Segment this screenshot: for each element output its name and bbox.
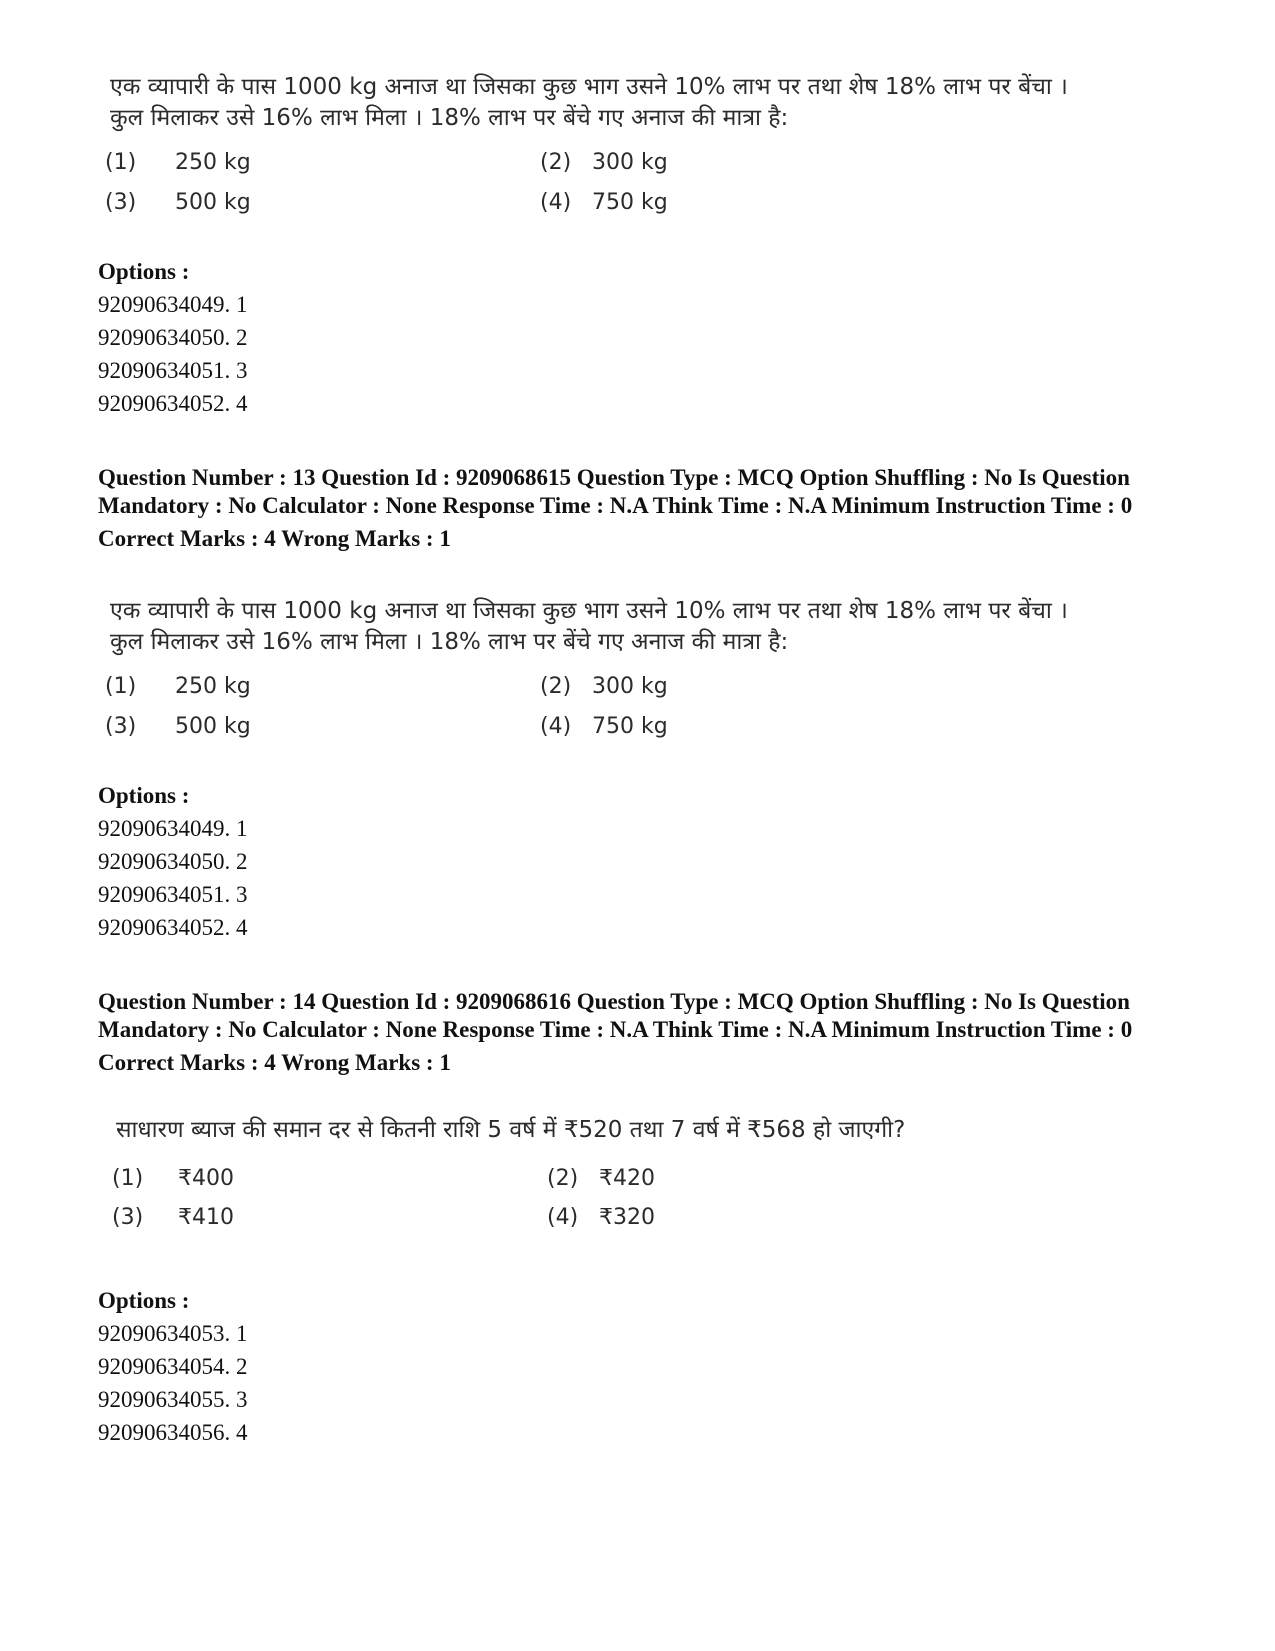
choice-1 — [105, 672, 251, 702]
choice-text: 500 kg — [175, 190, 251, 215]
question-meta: Question Number : 13 Question Id : 9209068615 Question Type : MCQ Option Shuffling : No Is Question Mandatory : No Calculator : None Response Time : N.A Think Time : N.A Minimum Instruction Time : 0 — [98, 465, 1133, 518]
question-header — [98, 464, 1198, 553]
options-label: Options : — [98, 259, 190, 284]
option-item: 92090634055. 3 — [98, 1387, 248, 1412]
option-item: 92090634053. 1 — [98, 1321, 248, 1346]
question-text: एक व्यापारी के पास 1000 kg अनाज था जिसका कुछ भाग उसने 10% लाभ पर तथा शेष 18% लाभ पर बेंचा । कुल मिलाकर उसे 16% लाभ मिला । 18% लाभ पर बेंचे गए अनाज की मात्रा है: — [110, 598, 1068, 655]
options-list — [98, 779, 248, 944]
marks-line: Correct Marks : 4 Wrong Marks : 1 — [98, 1050, 451, 1075]
choice-number: (2) — [540, 150, 572, 175]
option-item: 92090634049. 1 — [98, 292, 248, 317]
marks-line: Correct Marks : 4 Wrong Marks : 1 — [98, 526, 451, 551]
choice-text: 750 kg — [592, 714, 668, 739]
choice-text: 500 kg — [175, 714, 251, 739]
choice-1 — [112, 1164, 234, 1194]
question-header — [98, 988, 1198, 1077]
choice-number: (1) — [105, 150, 137, 175]
choice-4 — [547, 1203, 655, 1233]
choice-text: ₹320 — [599, 1205, 655, 1230]
options-list — [98, 1284, 248, 1449]
answer-choices — [100, 672, 1080, 762]
choice-1 — [105, 148, 251, 178]
question-text: साधारण ब्याज की समान दर से कितनी राशि 5 वर्ष में ₹520 तथा 7 वर्ष में ₹568 हो जाएगी? — [116, 1117, 906, 1143]
choice-2 — [540, 148, 668, 178]
choice-text: 250 kg — [175, 674, 251, 699]
choice-4 — [540, 188, 668, 218]
choice-text: ₹410 — [178, 1205, 234, 1230]
options-label: Options : — [98, 1288, 190, 1313]
choice-3 — [105, 712, 251, 742]
option-item: 92090634054. 2 — [98, 1354, 248, 1379]
choice-number: (4) — [540, 714, 572, 739]
options-list — [98, 255, 248, 420]
choice-number: (2) — [540, 674, 572, 699]
choice-2 — [540, 672, 668, 702]
answer-choices — [100, 148, 1080, 238]
choice-number: (3) — [105, 714, 137, 739]
choice-text: 300 kg — [592, 674, 668, 699]
choice-4 — [540, 712, 668, 742]
question-text: एक व्यापारी के पास 1000 kg अनाज था जिसका कुछ भाग उसने 10% लाभ पर तथा शेष 18% लाभ पर बेंचा । कुल मिलाकर उसे 16% लाभ मिला । 18% लाभ पर बेंचे गए अनाज की मात्रा है: — [110, 74, 1068, 131]
choice-3 — [112, 1203, 234, 1233]
choice-2 — [547, 1164, 655, 1194]
question-image — [100, 596, 1080, 762]
option-item: 92090634052. 4 — [98, 915, 248, 940]
option-item: 92090634050. 2 — [98, 849, 248, 874]
choice-text: 300 kg — [592, 150, 668, 175]
question-image — [100, 72, 1080, 238]
choice-number: (3) — [105, 190, 137, 215]
choice-number: (1) — [112, 1166, 144, 1191]
option-item: 92090634049. 1 — [98, 816, 248, 841]
choice-3 — [105, 188, 251, 218]
options-label: Options : — [98, 783, 190, 808]
choice-text: 750 kg — [592, 190, 668, 215]
choice-text: 250 kg — [175, 150, 251, 175]
question-meta: Question Number : 14 Question Id : 9209068616 Question Type : MCQ Option Shuffling : No Is Question Mandatory : No Calculator : None Response Time : N.A Think Time : N.A Minimum Instruction Time : 0 — [98, 989, 1133, 1042]
choice-number: (2) — [547, 1166, 579, 1191]
choice-number: (4) — [547, 1205, 579, 1230]
option-item: 92090634056. 4 — [98, 1420, 248, 1445]
choice-number: (1) — [105, 674, 137, 699]
answer-choices — [100, 1164, 1080, 1254]
choice-text: ₹420 — [599, 1166, 655, 1191]
choice-number: (4) — [540, 190, 572, 215]
option-item: 92090634051. 3 — [98, 358, 248, 383]
choice-text: ₹400 — [178, 1166, 234, 1191]
option-item: 92090634050. 2 — [98, 325, 248, 350]
question-image — [100, 1115, 1080, 1254]
option-item: 92090634051. 3 — [98, 882, 248, 907]
option-item: 92090634052. 4 — [98, 391, 248, 416]
choice-number: (3) — [112, 1205, 144, 1230]
